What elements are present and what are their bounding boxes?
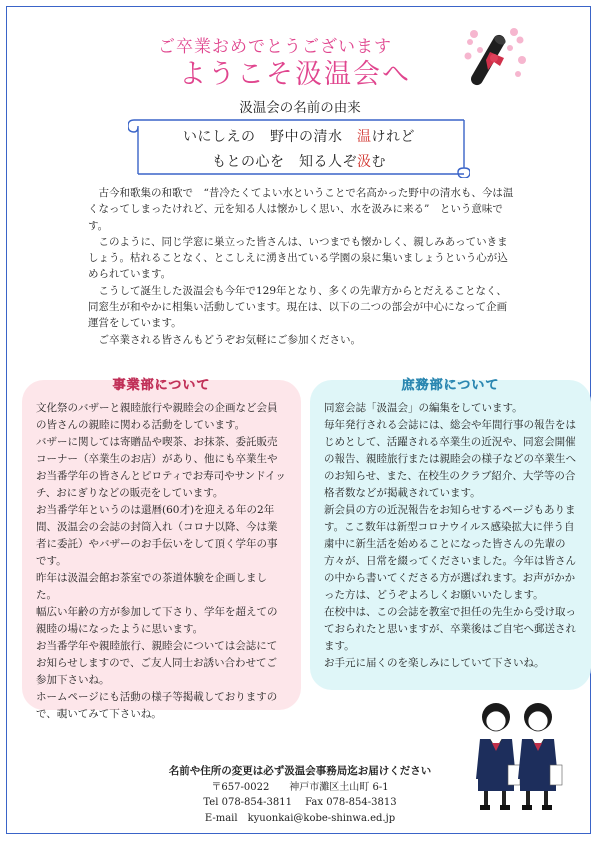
poem-line-2 — [128, 151, 470, 171]
diploma-scroll-with-sakura-icon — [460, 22, 530, 92]
shomu-text — [324, 400, 577, 672]
poem-text: けれど — [371, 129, 415, 145]
poem-highlight: 温 — [357, 129, 372, 145]
jigyo-paragraph: 文化祭のバザーと親睦旅行や親睦会の企画など会員の皆さんの親睦に関わる活動をしています。 — [36, 402, 278, 431]
poem-highlight: 汲 — [357, 154, 372, 170]
poem-text: む — [371, 154, 386, 170]
two-schoolgirls-illustration — [470, 695, 564, 817]
address-change-notice: 名前や住所の変更は必ず汲温会事務局迄お届けください — [168, 765, 432, 777]
jigyo-text — [36, 400, 287, 723]
jigyo-paragraph: ホームページにも活動の様子等掲載しておりますので、覗いてみて下さいね。 — [36, 691, 278, 720]
poem-text: いにしえの 野中の清水 — [183, 129, 357, 145]
origin-heading: 汲温会の名前の由来 — [239, 100, 361, 116]
shomu-section — [310, 380, 591, 690]
poem-scroll — [128, 116, 470, 178]
jigyo-paragraph: お当番学年や親睦旅行、親睦会については会誌にてお知らせしますので、ご友人同士お誘い合わせてご参加下さいね。 — [36, 640, 278, 686]
intro-paragraph: このように、同じ学窓に巣立った皆さんは、いつまでも懐かしく、親しみあっていきましょう。枯れることなく、とこしえに湧き出ている学園の泉に集いましょうという心が込められています。 — [88, 235, 508, 281]
shomu-title: 庶務部について — [401, 378, 500, 393]
intro-text — [88, 185, 516, 348]
shomu-paragraph: 毎年発行される会誌には、総会や年間行事の報告をはじめとして、活躍される卒業生の近況や、同窓会開催の報告、親睦旅行または親睦会の様子などの卒業生へのお知らせ、また、在校生のクラブ紹介、大学等の合格者数などが掲載されています。 — [324, 419, 576, 499]
shomu-paragraph: 同窓会誌「汲温会」の編集をしています。 — [324, 402, 523, 414]
jigyo-paragraph: 幅広い年齢の方が参加して下さり、学年を超えての親睦の場になったように思います。 — [36, 606, 278, 635]
phone-fax: Tel 078-854-3811 Fax 078-854-3813 — [203, 797, 397, 808]
jigyo-title: 事業部について — [112, 378, 211, 393]
intro-paragraph: ご卒業される皆さんもどうぞお気軽にご参加ください。 — [98, 333, 361, 346]
jigyo-paragraph: バザーに関しては寄贈品や喫茶、お抹茶、委託販売コーナー（卒業生のお店）があり、他にも卒業生やお当番学年の皆さんとピロティでお寿司やサンドイッチ、おにぎりなどの販売をしています。 — [36, 436, 286, 499]
page-title: ようこそ汲温会へ — [179, 59, 411, 90]
intro-paragraph: こうして誕生した汲温会も今年で129年となり、多くの先輩方からとだえることなく、同窓生が和やかに相集い活動しています。現在は、以下の二つの部会が中心になって企画運営をしています。 — [88, 284, 508, 330]
jigyo-paragraph: お当番学年というのは還暦(60才)を迎える年の2年間、汲温会の会誌の封筒入れ（コロナ以降、今は業者に委託）やバザーのお手伝いをして頂く学年の事です。 — [36, 504, 278, 567]
poem-text: もとの心を 知る人ぞ — [212, 154, 357, 170]
jigyo-section — [22, 378, 301, 720]
jigyo-paragraph: 昨年は汲温会館お茶室での茶道体験を企画しました。 — [36, 572, 267, 601]
email-address[interactable]: E-mail kyuonkai@kobe-shinwa.ed.jp — [204, 812, 396, 824]
shomu-paragraph: 新会員の方の近況報告をお知らせするページもあります。ここ数年は新型コロナウイルス感染拡大に伴う自粛中に新生活を始めることになった皆さんの先輩の方々が、日常を綴ってくださいました。今年は皆さんの中から書いてくださる方が選ばれます。お声がかかった方は、どうぞよろしくお願いいたします。 — [324, 504, 576, 601]
contact-footer — [150, 764, 450, 826]
shomu-paragraph: 在校中は、この会誌を教室で担任の先生から受け取っておられたと思いますが、卒業後はご自宅へ郵送されます。 — [324, 606, 576, 652]
poem-line-1 — [128, 126, 470, 146]
shomu-paragraph: お手元に届くのを楽しみにしていて下さいね。 — [324, 657, 545, 669]
postal-address: 〒657-0022 神戸市灘区土山町 6-1 — [211, 781, 389, 793]
congratulation-subtitle: ご卒業おめでとうございます — [158, 37, 392, 57]
intro-paragraph: 古今和歌集の和歌で “昔冷たくてよい水ということで名高かった野中の清水も、今は温くなってしまったけれど、元を知る人は懐かしく思い、水を汲みに来る” という意味です。 — [88, 187, 514, 232]
